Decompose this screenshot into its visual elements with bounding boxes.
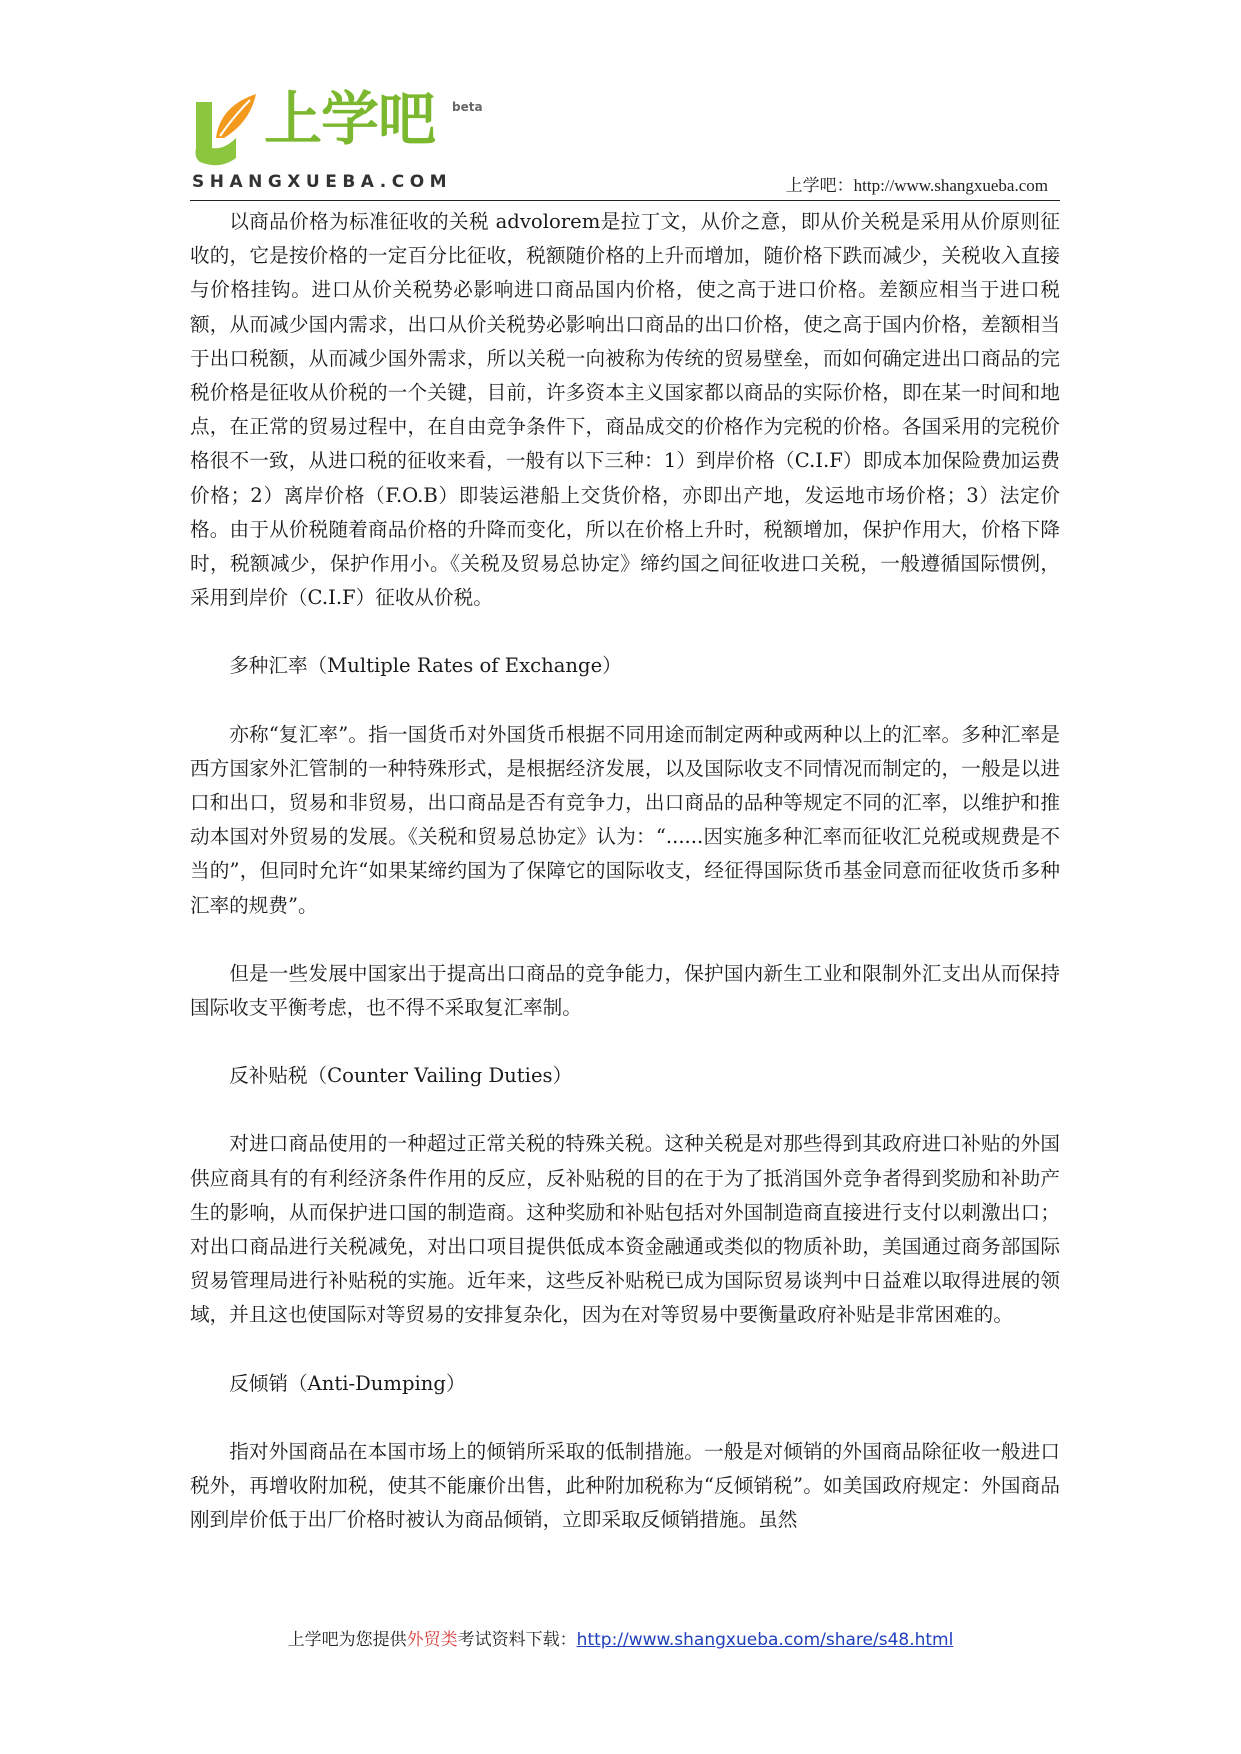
page-footer <box>0 1625 1241 1650</box>
heading-anti-dumping: 反倾销（Anti-Dumping） <box>229 1371 466 1395</box>
document-body <box>190 205 1060 1538</box>
paragraph-anti-dumping: 指对外国商品在本国市场上的倾销所采取的低制措施。一般是对倾销的外国商品除征收一般进口税外，再增收附加税，使其不能廉价出售，此种附加税称为“反倾销税”。如美国政府规定：外国商品刚到岸价低于出厂价格时被认为商品倾销，立即采取反倾销措施。虽然 <box>190 1439 1060 1532</box>
page-header <box>190 85 1060 201</box>
paragraph-ad-valorem: 以商品价格为标准征收的关税 advolorem是拉丁文，从价之意，即从价关税是采用从价原则征收的，它是按价格的一定百分比征收，税额随价格的上升而增加，随价格下跌而减少，关税收入直接与价格挂钩。进口从价关税势必影响进口商品国内价格，使之高于进口价格。差额应相当于进口税额，从而减少国内需求，出口从价关税势必影响出口商品的出口价格，使之高于国内价格，差额相当于出口税额，从而减少国外需求，所以关税一向被称为传统的贸易壁垒，而如何确定进出口商品的完税价格是征收从价税的一个关键，目前，许多资本主义国家都以商品的实际价格，即在某一时间和地点，在正常的贸易过程中，在自由竞争条件下，商品成交的价格作为完税的价格。各国采用的完税价格很不一致，从进口税的征收来看，一般有以下三种：1）到岸价格（C.I.F）即成本加保险费加运费价格；2）离岸价格（F.O.B）即装运港船上交货价格，亦即出产地，发运地市场价格；3）法定价格。由于从价税随着商品价格的升降而变化，所以在价格上升时，税额增加，保护作用大，价格下降时，税额减少，保护作用小。《关税及贸易总协定》缔约国之间征收进口关税，一般遵循国际惯例，采用到岸价（C.I.F）征收从价税。 <box>190 210 1060 610</box>
paragraph-developing-countries: 但是一些发展中国家出于提高出口商品的竞争能力，保护国内新生工业和限制外汇支出从而保持国际收支平衡考虑，也不得不采取复汇率制。 <box>190 961 1060 1020</box>
footer-prefix: 上学吧为您提供 <box>287 1630 407 1650</box>
heading-multiple-rates: 多种汇率（Multiple Rates of Exchange） <box>229 654 622 678</box>
header-site-url[interactable]: 上学吧：http://www.shangxueba.com <box>785 176 1048 195</box>
logo-text: 上学吧 <box>264 85 436 153</box>
paragraph-countervailing: 对进口商品使用的一种超过正常关税的特殊关税。这种关税是对那些得到其政府进口补贴的外国供应商具有的有利经济条件作用的反应，反补贴税的目的在于为了抵消国外竞争者得到奖励和补助产生的影响，从而保护进口国的制造商。这种奖励和补贴包括对外国制造商直接进行支付以刺激出口；对出口商品进行关税减免，对出口项目提供低成本资金融通或类似的物质补助，美国通过商务部国际贸易管理局进行补贴税的实施。近年来，这些反补贴税已成为国际贸易谈判中日益难以取得进展的领域，并且这也使国际对等贸易的安排复杂化，因为在对等贸易中要衡量政府补贴是非常困难的。 <box>190 1132 1060 1327</box>
logo-domain: SHANGXUEBA.COM <box>192 172 453 192</box>
footer-category[interactable]: 外贸类 <box>406 1630 458 1650</box>
paragraph-multiple-rates: 亦称“复汇率”。指一国货币对外国货币根据不同用途而制定两种或两种以上的汇率。多种汇率是西方国家外汇管制的一种特殊形式，是根据经济发展，以及国际收支不同情况而制定的，一般是以进口和出口，贸易和非贸易，出口商品是否有竞争力，出口商品的品种等规定不同的汇率，以维护和推动本国对外贸易的发展。《关税和贸易总协定》认为：“......因实施多种汇率而征收汇兑税或规费是不当的”，但同时允许“如果某缔约国为了保障它的国际收支，经征得国际货币基金同意而征收货币多种汇率的规费”。 <box>190 722 1060 917</box>
leaf-logo-icon <box>190 88 262 168</box>
logo-beta: beta <box>452 100 483 114</box>
heading-countervailing: 反补贴税（Counter Vailing Duties） <box>229 1064 573 1088</box>
footer-download-link[interactable]: http://www.shangxueba.com/share/s48.html <box>576 1630 954 1650</box>
footer-middle: 考试资料下载： <box>457 1630 577 1650</box>
site-logo[interactable] <box>190 85 490 198</box>
